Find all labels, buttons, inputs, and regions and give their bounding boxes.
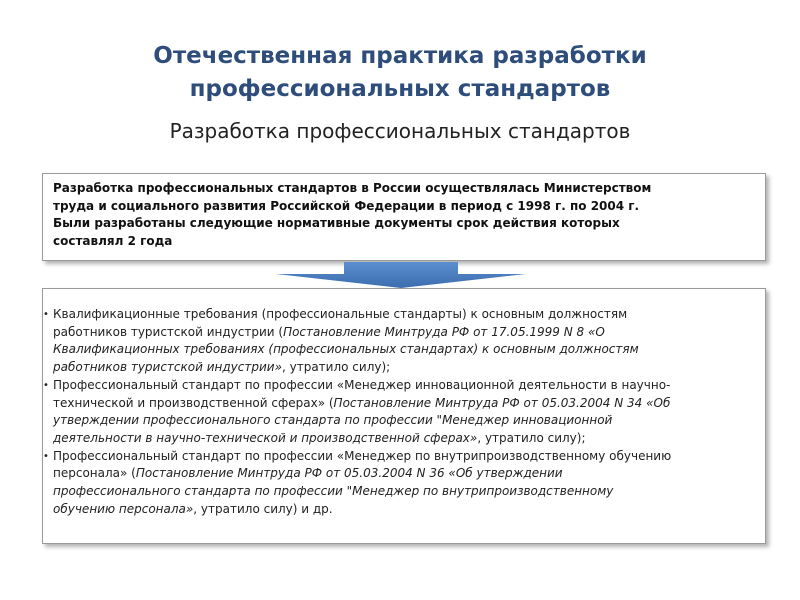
- item-text: персонала» (: [53, 466, 136, 481]
- documents-list: [43, 306, 755, 518]
- item-text: работников туристской индустрии (: [53, 324, 284, 339]
- item-citation: работников туристской индустрии»: [53, 360, 282, 375]
- item-line: [53, 465, 755, 483]
- item-line: [53, 448, 755, 466]
- bullet-icon: •: [43, 450, 49, 462]
- item-citation: обучению персонала»: [53, 501, 194, 516]
- item-text: Профессиональный стандарт по профессии «Менеджер по внутрипроизводственному обучению: [53, 448, 672, 463]
- item-citation: утверждении профессионального стандарта по профессии "Менеджер инновационной: [53, 413, 613, 428]
- item-line: [53, 377, 755, 395]
- slide-title: [0, 40, 800, 106]
- down-arrow-icon: [276, 262, 526, 288]
- item-text: Квалификационные требования (профессиональные стандарты) к основным должностям: [53, 307, 628, 321]
- bullet-icon: •: [43, 309, 49, 320]
- documents-box: [42, 288, 766, 544]
- item-line: [53, 395, 755, 413]
- item-line: [53, 430, 755, 448]
- intro-line: составлял 2 года: [53, 233, 173, 248]
- item-citation: профессионального стандарта по профессии "Менеджер по внутрипроизводственному: [53, 484, 614, 499]
- slide-subtitle: Разработка профессиональных стандартов: [169, 119, 631, 143]
- item-line: [53, 341, 755, 359]
- item-line: [53, 324, 755, 342]
- item-line: [53, 306, 755, 324]
- item-citation: Квалификационных требованиях (профессиональных стандартах) к основным должностям: [53, 342, 639, 357]
- item-line: [53, 483, 755, 501]
- list-item: [43, 448, 755, 519]
- intro-box: [42, 173, 766, 261]
- slide-title-line1: Отечественная практика разработки: [153, 43, 647, 69]
- item-text: , утратило силу) и др.: [193, 501, 333, 516]
- intro-line: труда и социального развития Российской Федерации в период с 1998 г. по 2004 г.: [53, 198, 640, 213]
- bullet-icon: •: [43, 379, 49, 391]
- item-text: , утратило силу);: [281, 360, 391, 375]
- item-text: Профессиональный стандарт по профессии «Менеджер инновационной деятельности в научно-: [53, 377, 671, 392]
- item-citation: деятельности в научно-технической и производственной сферах»: [53, 430, 478, 445]
- item-text: , утратило силу);: [477, 430, 586, 445]
- item-citation: Постановление Минтруда РФ от 05.03.2004 N 34 «Об: [333, 395, 671, 410]
- item-text: технической и производственной сферах» (: [53, 395, 334, 410]
- item-citation: Постановление Минтруда РФ от 17.05.1999 N 8 «О: [283, 324, 605, 339]
- intro-line: Разработка профессиональных стандартов в России осуществлялась Министерством: [53, 181, 652, 195]
- list-item: [43, 377, 755, 448]
- item-citation: Постановление Минтруда РФ от 05.03.2004 N 36 «Об утверждении: [135, 466, 563, 481]
- item-line: [53, 359, 755, 377]
- slide-title-line2: профессиональных стандартов: [189, 76, 611, 102]
- list-item: [43, 306, 755, 377]
- item-line: [53, 412, 755, 430]
- item-line: [53, 501, 755, 519]
- intro-line: Были разработаны следующие нормативные документы срок действия которых: [53, 216, 620, 230]
